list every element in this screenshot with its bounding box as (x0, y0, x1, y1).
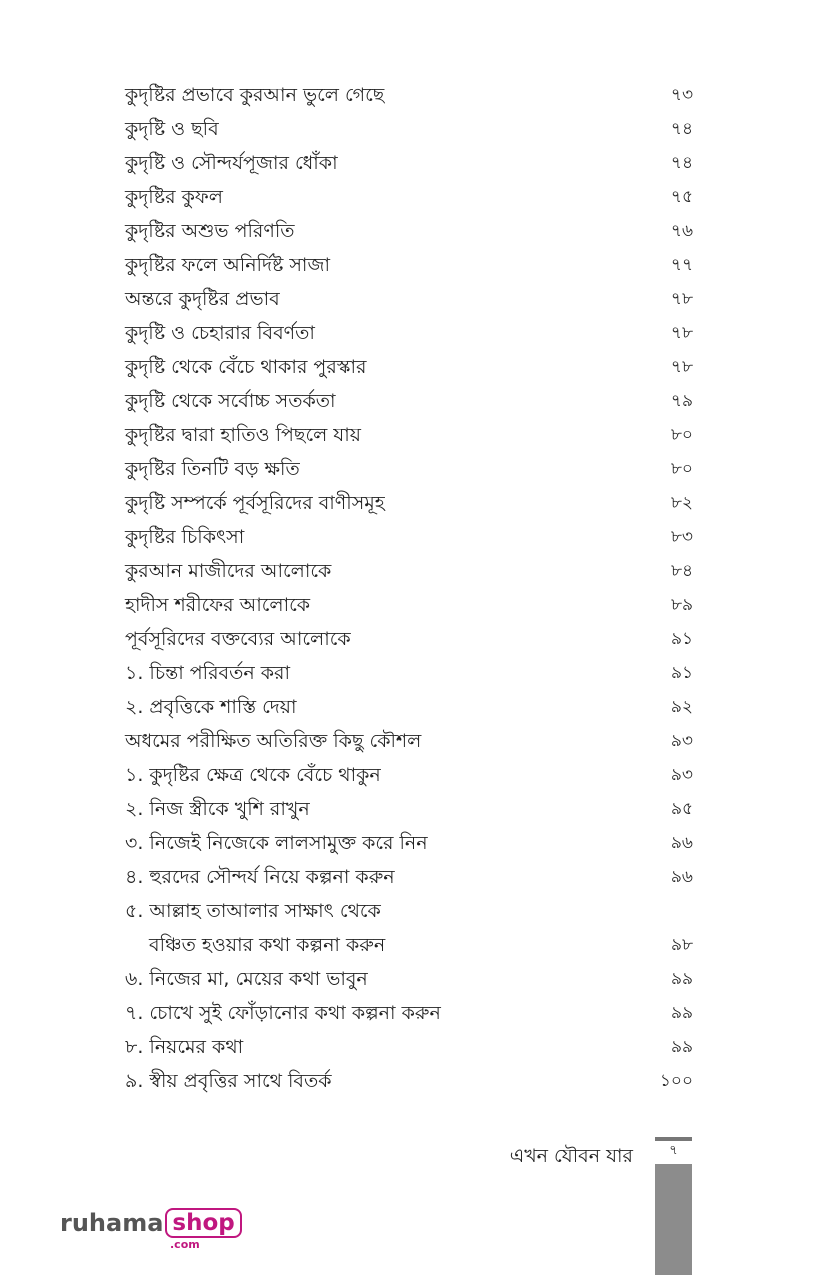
running-footer-book-title: এখন যৌবন যার (509, 1145, 633, 1167)
toc-entry-title: ২. নিজ স্ত্রীকে খুশি রাখুন (125, 798, 310, 820)
toc-entry-page: ৯৩ (670, 765, 693, 785)
toc-entry-title: কুদৃষ্টির দ্বারা হাতিও পিছলে যায় (125, 424, 361, 446)
toc-entry-title: ১. চিন্তা পরিবর্তন করা (125, 662, 290, 684)
toc-entry (125, 724, 693, 758)
toc-entry (125, 622, 693, 656)
toc-entry-page: ৮৯ (670, 595, 693, 615)
toc-entry-page: ৭৩ (670, 85, 693, 105)
toc-entry-title: কুদৃষ্টির প্রভাবে কুরআন ভুলে গেছে (125, 84, 385, 106)
toc-entry-title: কুরআন মাজীদের আলোকে (125, 560, 332, 582)
toc-entry-page: ৮২ (670, 493, 693, 513)
toc-entry (125, 486, 693, 520)
toc-entry-page: ৯১ (670, 629, 693, 649)
toc-entry-page: ৭৫ (670, 187, 693, 207)
toc-entry (125, 996, 693, 1030)
toc-entry-page: ৯৩ (670, 731, 693, 751)
toc-entry-title: অন্তরে কুদৃষ্টির প্রভাব (125, 288, 280, 310)
toc-entry (125, 894, 693, 928)
logo-word: ruhama (60, 1209, 164, 1237)
toc-entry-page: ৯৯ (670, 969, 693, 989)
toc-entry-page: ৯১ (670, 663, 693, 683)
toc-entry-page: ৮০ (670, 459, 693, 479)
toc-entry-title: ৮. নিয়মের কথা (125, 1036, 244, 1058)
toc-entry-title: ৯. স্বীয় প্রবৃত্তির সাথে বিতর্ক (125, 1070, 332, 1092)
table-of-contents (125, 78, 693, 1098)
logo-shop-badge: shop (165, 1208, 241, 1238)
toc-entry-title: কুদৃষ্টি থেকে বেঁচে থাকার পুরস্কার (125, 356, 367, 378)
toc-entry-title: ৭. চোখে সুই ফোঁড়ানোর কথা কল্পনা করুন (125, 1002, 441, 1024)
toc-entry (125, 248, 693, 282)
toc-entry (125, 384, 693, 418)
toc-entry-title: কুদৃষ্টি ও সৌন্দর্যপূজার ধোঁকা (125, 152, 338, 174)
page-edge-tab (655, 1164, 692, 1275)
toc-entry-page: ৮৪ (670, 561, 693, 581)
toc-entry-page: ৯৫ (670, 799, 693, 819)
toc-entry-page: ৯৮ (670, 935, 693, 955)
toc-entry-title: কুদৃষ্টি ও চেহারার বিবর্ণতা (125, 322, 315, 344)
toc-entry-title: ১. কুদৃষ্টির ক্ষেত্র থেকে বেঁচে থাকুন (125, 764, 381, 786)
toc-entry-page: ৯৯ (670, 1003, 693, 1023)
toc-entry (125, 656, 693, 690)
toc-entry-page: ৯২ (670, 697, 693, 717)
toc-entry (125, 112, 693, 146)
toc-entry (125, 928, 693, 962)
toc-entry (125, 214, 693, 248)
toc-entry-title: কুদৃষ্টি ও ছবি (125, 118, 219, 140)
toc-entry-page: ৭৮ (670, 289, 693, 309)
toc-entry-page: ৯৬ (670, 833, 693, 853)
toc-entry (125, 588, 693, 622)
toc-entry-title: কুদৃষ্টি সম্পর্কে পূর্বসূরিদের বাণীসমূহ (125, 492, 385, 514)
toc-entry-page: ৭৯ (670, 391, 693, 411)
toc-entry (125, 452, 693, 486)
toc-entry-title: পূর্বসূরিদের বক্তব্যের আলোকে (125, 628, 351, 650)
toc-entry-title: কুদৃষ্টির তিনটি বড় ক্ষতি (125, 458, 300, 480)
toc-entry-title: কুদৃষ্টি থেকে সর্বোচ্চ সতর্কতা (125, 390, 336, 412)
toc-entry-page: ৭৬ (670, 221, 693, 241)
toc-entry (125, 962, 693, 996)
toc-entry-page: ৭৪ (670, 119, 693, 139)
toc-entry-page: ৯৯ (670, 1037, 693, 1057)
toc-entry-title: কুদৃষ্টির চিকিৎসা (125, 526, 245, 548)
toc-entry-title: ৫. আল্লাহ তাআলার সাক্ষাৎ থেকে (125, 900, 381, 922)
toc-entry (125, 860, 693, 894)
toc-entry-page: ৭৮ (670, 323, 693, 343)
toc-entry (125, 282, 693, 316)
toc-entry-title: ৩. নিজেই নিজেকে লালসামুক্ত করে নিন (125, 832, 428, 854)
toc-entry-title: হাদীস শরীফের আলোকে (125, 594, 311, 616)
toc-entry-page: ১০০ (659, 1071, 693, 1091)
logo-domain: .com (170, 1238, 200, 1251)
toc-entry (125, 78, 693, 112)
toc-entry-title: কুদৃষ্টির ফলে অনির্দিষ্ট সাজা (125, 254, 330, 276)
page-number: ৭ (669, 1143, 678, 1158)
toc-entry-title: ৪. হুরদের সৌন্দর্য নিয়ে কল্পনা করুন (125, 866, 395, 888)
toc-entry (125, 316, 693, 350)
toc-entry-title: বঞ্চিত হওয়ার কথা কল্পনা করুন (149, 934, 386, 956)
toc-entry (125, 1030, 693, 1064)
toc-entry (125, 826, 693, 860)
toc-entry-page: ৭৭ (670, 255, 693, 275)
toc-entry-page: ৯৬ (670, 867, 693, 887)
toc-entry (125, 758, 693, 792)
toc-entry (125, 1064, 693, 1098)
ruhamashop-logo (60, 1208, 242, 1251)
toc-entry (125, 792, 693, 826)
toc-entry-page: ৮৩ (670, 527, 693, 547)
toc-entry-page: ৭৮ (670, 357, 693, 377)
toc-entry-page: ৮০ (670, 425, 693, 445)
toc-entry-title: অধমের পরীক্ষিত অতিরিক্ত কিছু কৌশল (125, 730, 422, 752)
toc-entry (125, 180, 693, 214)
toc-entry-title: ২. প্রবৃত্তিকে শাস্তি দেয়া (125, 696, 297, 718)
toc-entry-title: ৬. নিজের মা, মেয়ের কথা ভাবুন (125, 968, 368, 990)
toc-entry-page: ৭৪ (670, 153, 693, 173)
toc-entry (125, 418, 693, 452)
toc-entry-title: কুদৃষ্টির কুফল (125, 186, 223, 208)
toc-entry-title: কুদৃষ্টির অশুভ পরিণতি (125, 220, 295, 242)
toc-entry (125, 350, 693, 384)
toc-entry (125, 554, 693, 588)
page-tab-top-rule (655, 1137, 692, 1141)
toc-entry (125, 690, 693, 724)
toc-entry (125, 146, 693, 180)
toc-entry (125, 520, 693, 554)
